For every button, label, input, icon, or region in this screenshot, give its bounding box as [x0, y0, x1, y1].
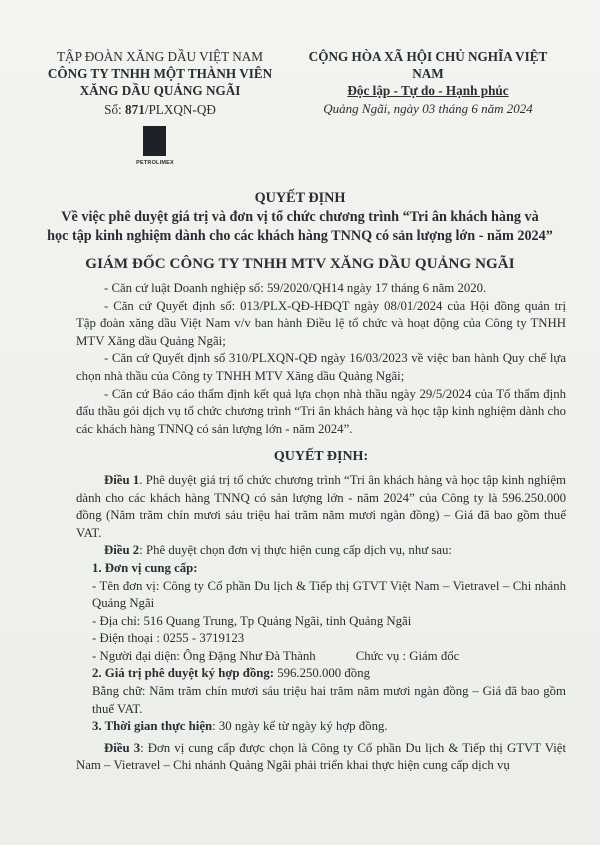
- issuer-group: TẬP ĐOÀN XĂNG DẦU VIỆT NAM: [57, 49, 263, 64]
- number-value: 871: [125, 102, 145, 117]
- section-3-title: [76, 718, 566, 736]
- provider-representative: [76, 648, 566, 666]
- execution-time: : 30 ngày kể từ ngày ký hợp đồng.: [212, 719, 388, 734]
- article-2: [76, 542, 566, 560]
- number-suffix: /PLXQN-QĐ: [144, 102, 216, 117]
- document-title: [40, 189, 560, 246]
- issuer-company: CÔNG TY TNHH MỘT THÀNH VIÊN: [47, 66, 273, 81]
- representative-name: - Người đại diện: Ông Đặng Như Đà Thành: [92, 648, 316, 663]
- section-3-label: 3. Thời gian thực hiện: [92, 719, 213, 734]
- petrolimex-logo: [130, 126, 180, 176]
- article-1-text: . Phê duyệt giá trị tổ chức chương trình “Tri ân khách hàng và học tập kinh nghiệm dành cho các khách hàng TNNQ có sản lượng lớn - năm 2024” của Công ty là 596.250.000 đồng (Năm trăm chín mươi sáu triệu hai trăm năm mươi ngàn đồng) – Giá đã bao gồm thuế VAT.: [76, 472, 566, 540]
- section-2-title: [76, 665, 566, 683]
- document-body: [76, 280, 566, 775]
- issuer-header: [40, 48, 280, 118]
- contract-value: 596.250.000 đồng: [274, 666, 370, 681]
- article-1: [76, 472, 566, 542]
- provider-address: - Địa chỉ: 516 Quang Trung, Tp Quảng Ngãi, tỉnh Quảng Ngãi: [92, 613, 412, 628]
- number-prefix: Số:: [104, 102, 126, 117]
- national-header: [292, 48, 564, 99]
- article-2-text: : Phê duyệt chọn đơn vị thực hiện cung cấp dịch vụ, như sau:: [139, 543, 452, 558]
- article-3: [76, 740, 566, 775]
- logo-mark-icon: [143, 126, 166, 156]
- national-motto: Độc lập - Tự do - Hạnh phúc: [347, 83, 509, 98]
- basis-3: - Căn cứ Quyết định số 310/PLXQN-QĐ ngày 16/03/2023 về việc ban hành Quy chế lựa chọn nhà thầu của Công ty TNHH MTV Xăng dầu Quảng Ngãi;: [76, 351, 566, 383]
- provider-name: - Tên đơn vị: Công ty Cổ phần Du lịch & Tiếp thị GTVT Việt Nam – Vietravel – Chi nhánh Quảng Ngãi: [92, 578, 566, 611]
- article-1-label: Điều 1: [104, 472, 140, 487]
- contract-value-words: Bằng chữ: Năm trăm chín mươi sáu triệu hai trăm năm mươi ngàn đồng – Giá đã bao gồm thuế VAT.: [92, 684, 566, 716]
- issuer-branch: XĂNG DẦU QUẢNG NGÃI: [79, 83, 241, 98]
- basis-1: - Căn cứ luật Doanh nghiệp số: 59/2020/QH14 ngày 17 tháng 6 năm 2020.: [104, 281, 487, 295]
- article-2-label: Điều 2: [104, 543, 140, 558]
- document-date: Quảng Ngãi, ngày 03 tháng 6 năm 2024: [323, 101, 533, 116]
- decision-heading: QUYẾT ĐỊNH:: [273, 449, 369, 465]
- title-main: QUYẾT ĐỊNH: [254, 190, 346, 206]
- title-sub-2: học tập kinh nghiệm dành cho các khách hàng TNNQ có sản lượng lớn - năm 2024”: [47, 228, 553, 244]
- article-3-text: : Đơn vị cung cấp được chọn là Công ty Cổ phần Du lịch & Tiếp thị GTVT Việt Nam – Vietravel – Chi nhánh Quảng Ngãi phải triển khai thực hiện cung cấp dịch vụ: [76, 740, 566, 773]
- section-1-title: 1. Đơn vị cung cấp:: [92, 560, 198, 575]
- director-heading: GIÁM ĐỐC CÔNG TY TNHH MTV XĂNG DẦU QUẢNG NGÃI: [85, 256, 515, 272]
- basis-2: - Căn cứ Quyết định số: 013/PLX-QĐ-HĐQT ngày 08/01/2024 của Hội đồng quản trị Tập đoàn xăng dầu Việt Nam v/v ban hành Điều lệ tổ chức và hoạt động của Công ty TNHH MTV Xăng dầu Quảng Ngãi;: [76, 298, 566, 348]
- basis-4: - Căn cứ Báo cáo thẩm định kết quả lựa chọn nhà thầu ngày 29/5/2024 của Tổ thẩm định đấu thầu gói dịch vụ tổ chức chương trình “Tri ân khách hàng và học tập kinh nghiệm dành cho các khách hàng TNNQ có sản lượng lớn - năm 2024”.: [76, 386, 566, 436]
- representative-position: Chức vụ : Giám đốc: [355, 648, 460, 663]
- title-sub-1: Về việc phê duyệt giá trị và đơn vị tổ chức chương trình “Tri ân khách hàng và: [61, 209, 539, 225]
- section-2-label: 2. Giá trị phê duyệt ký hợp đồng:: [92, 666, 275, 681]
- provider-phone: - Điện thoại : 0255 - 3719123: [92, 631, 245, 646]
- article-3-label: Điều 3: [104, 740, 141, 755]
- document-number: [40, 101, 280, 118]
- logo-text: PETROLIMEX: [136, 160, 174, 166]
- national-title: CỘNG HÒA XÃ HỘI CHỦ NGHĨA VIỆT NAM: [308, 49, 548, 81]
